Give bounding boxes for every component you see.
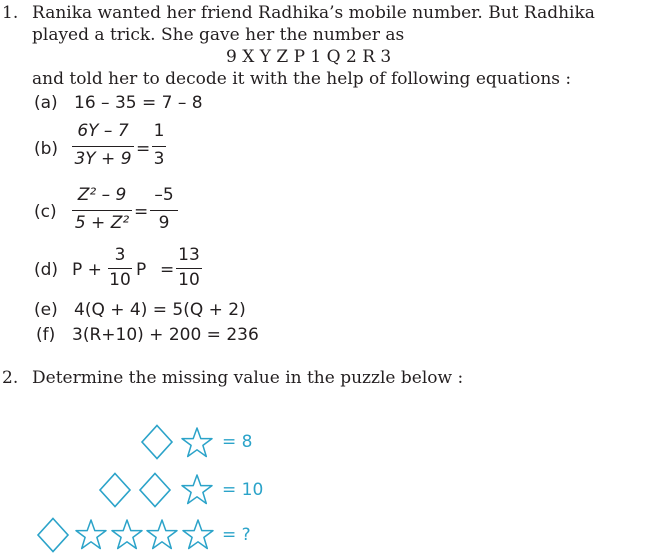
equation-c-rhs-denominator: 9 [158,213,170,233]
equation-b-label: (b) [34,139,59,159]
puzzle-row-1-result: = 8 [222,432,253,452]
diamond-icon [138,472,172,508]
question-2-number: 2. [2,368,19,388]
equation-e-text: 4(Q + 4) = 5(Q + 2) [74,300,246,320]
equation-b-equals: = [136,139,151,159]
star-icon [181,518,215,552]
fraction-bar [150,210,178,211]
equation-d-rhs-denominator: 10 [178,270,200,290]
equation-c-denominator: 5 + Z² [74,213,130,233]
equation-f-label: (f) [36,325,56,345]
star-icon [74,518,108,552]
equation-c-rhs-fraction [150,185,178,235]
equation-d-denominator: 10 [109,270,131,290]
star-icon [180,426,214,460]
equation-c-equals: = [134,202,149,222]
equation-d-numerator: 3 [114,245,126,265]
equation-a-label: (a) [34,93,58,113]
puzzle-row-3-result: = ? [222,525,251,545]
equation-c-fraction [72,185,132,235]
puzzle-row-2-result: = 10 [222,480,264,500]
equation-d-rhs-fraction [176,245,202,293]
equation-f-text: 3(R+10) + 200 = 236 [72,325,259,345]
equation-b-rhs-denominator: 3 [153,149,165,169]
equation-d-lhs: P + [72,260,102,280]
equation-d-variable: P [136,260,147,280]
equation-d-fraction [108,245,132,293]
question-1-line-1: Ranika wanted her friend Radhika’s mobile number. But Radhika [32,3,595,23]
diamond-icon [140,424,174,460]
equation-b-rhs-fraction [152,121,166,171]
star-icon [145,518,179,552]
fraction-bar [152,146,166,147]
equation-b-rhs-numerator: 1 [153,121,165,141]
equation-c-numerator: Z² – 9 [77,185,127,205]
question-1-line-2: played a trick. She gave her the number as [32,25,405,45]
equation-a-text: 16 – 35 = 7 – 8 [74,93,203,113]
equation-b-fraction [72,121,134,171]
equation-d-rhs-numerator: 13 [178,245,200,265]
star-icon [110,518,144,552]
question-1-line-3: and told her to decode it with the help of following equations : [32,69,572,89]
equation-b-numerator: 6Y – 7 [77,121,129,141]
question-2-text: Determine the missing value in the puzzle below : [32,368,464,388]
diamond-icon [36,517,70,553]
equation-b-denominator: 3Y + 9 [74,149,132,169]
equation-c-label: (c) [34,202,57,222]
question-1-number: 1. [2,3,19,23]
diamond-icon [98,472,132,508]
equation-d-label: (d) [34,260,59,280]
fraction-bar [72,210,132,211]
fraction-bar [72,146,134,147]
encoded-number: 9 X Y Z P 1 Q 2 R 3 [226,47,392,67]
equation-c-rhs-numerator: –5 [154,185,174,205]
star-icon [180,473,214,507]
equation-e-label: (e) [34,300,58,320]
equation-d-equals: = [160,260,175,280]
fraction-bar [108,268,132,269]
fraction-bar [176,268,202,269]
